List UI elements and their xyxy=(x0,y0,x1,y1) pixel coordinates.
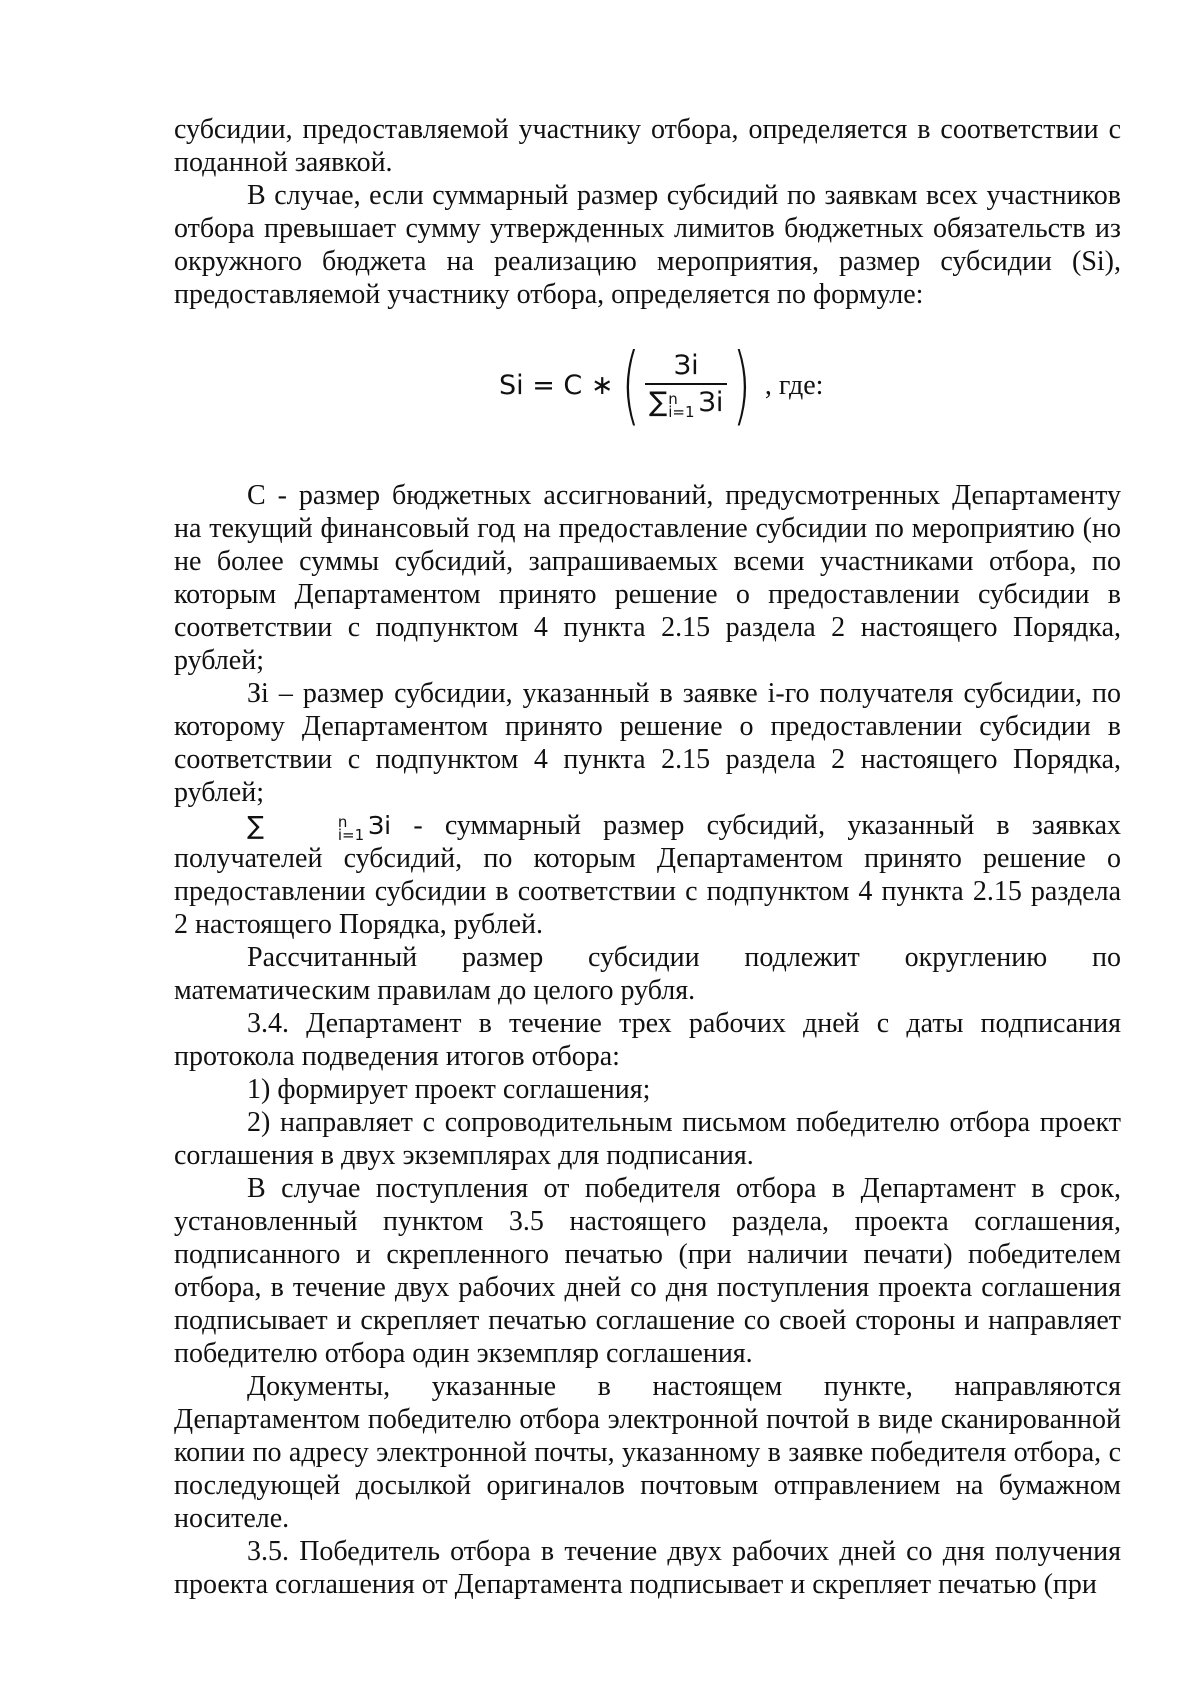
paragraph-formula-intro: В случае, если суммарный размер субсидий по заявкам всех участников отбора превышает сумму утвержденных лимитов бюджетных обязательств из окружного бюджета на реализацию мероприятия, размер субсидии (Si), предоставляемой участнику отбора, определяется по формуле: xyxy=(174,180,1121,310)
formula-fraction xyxy=(645,351,727,419)
paragraph-documents: Документы, указанные в настоящем пункте, направляются Департаментом победителю отбора электронной почтой в виде сканированной копии по адресу электронной почты, указанному в заявке победителя отбора, с последующей досылкой оригиналов почтовым отправлением на бумажном носителе. xyxy=(174,1371,1121,1534)
inline-sum xyxy=(247,811,392,844)
inline-sum-symbol: ∑ xyxy=(247,811,264,840)
paragraph-c-definition: С - размер бюджетных ассигнований, предусмотренных Департаменту на текущий финансовый год на предоставление субсидии по мероприятию (но не более суммы субсидий, запрашиваемых всеми участниками отбора, по которым Департаментом принято решение о предоставлении субсидии в соответствии с подпунктом 4 пункта 2.15 раздела 2 настоящего Порядка, рублей; xyxy=(174,480,1121,676)
inline-sum-limits xyxy=(265,813,365,844)
paragraph-subsidy-continuation: субсидии, предоставляемой участнику отбора, определяется в соответствии с поданной заявкой. xyxy=(174,114,1121,178)
paragraph-item-2: 2) направляет с сопроводительным письмом победителю отбора проект соглашения в двух экземплярах для подписания. xyxy=(174,1107,1121,1171)
paragraph-receipt-case: В случае поступления от победителя отбора в Департамент в срок, установленный пунктом 3.5 настоящего раздела, проекта соглашения, подписанного и скрепленного печатью (при наличии печати) победителем отбора, в течение двух рабочих дней со дня поступления проекта соглашения подписывает и скрепляет печатью соглашение со своей стороны и направляет победителю отбора один экземпляр соглашения. xyxy=(174,1173,1121,1369)
formula-expression xyxy=(499,335,824,435)
sum-lower: i=1 xyxy=(668,402,695,421)
paragraph-rounding: Рассчитанный размер субсидии подлежит округлению по математическим правилам до целого рубля. xyxy=(174,942,1121,1006)
right-paren: ) xyxy=(732,335,752,435)
paragraph-zi-definition: Зi – размер субсидии, указанный в заявке i-го получателя субсидии, по которому Департаментом принято решение о предоставлении субсидии в соответствии с подпунктом 4 пункта 2.15 раздела 2 настоящего Порядка, рублей; xyxy=(174,678,1121,808)
fraction-numerator: Зi xyxy=(673,350,699,381)
paragraphs-before xyxy=(174,113,1121,311)
sum-upper: n xyxy=(668,389,678,408)
sum-definition-text: - суммарный размер субсидий, указанный в заявках получателей субсидий, по которым Департаментом принято решение о предоставлении субсидии в соответствии с подпунктом 4 пункта 2.15 раздела 2 настоящего Порядка, рублей. xyxy=(174,810,1121,940)
paragraph-clause-3-5: 3.5. Победитель отбора в течение двух рабочих дней со дня получения проекта соглашения от Департамента подписывает и скрепляет печатью (при xyxy=(174,1536,1121,1600)
denominator-term: Зi xyxy=(698,387,724,418)
subsidy-formula xyxy=(174,335,1121,435)
sum-limits xyxy=(668,389,695,421)
paragraph-sum-definition xyxy=(174,809,1121,941)
fraction-denominator xyxy=(645,385,727,419)
sum-symbol: ∑ xyxy=(649,387,668,418)
document-page xyxy=(174,113,1121,1601)
paragraph-item-1: 1) формирует проект соглашения; xyxy=(247,1074,651,1105)
paragraph-clause-3-4: 3.4. Департамент в течение трех рабочих дней с даты подписания протокола подведения итогов отбора: xyxy=(174,1008,1121,1072)
inline-sum-lower: i=1 xyxy=(337,826,365,844)
paragraphs-after xyxy=(174,479,1121,941)
paragraphs-end xyxy=(174,941,1121,1601)
formula-suffix: , где: xyxy=(764,369,824,401)
left-paren: ( xyxy=(621,335,640,435)
formula-lhs: Si = C ∗ xyxy=(499,369,614,401)
inline-sum-upper: n xyxy=(337,813,348,831)
inline-sum-term: Зi xyxy=(368,811,392,840)
